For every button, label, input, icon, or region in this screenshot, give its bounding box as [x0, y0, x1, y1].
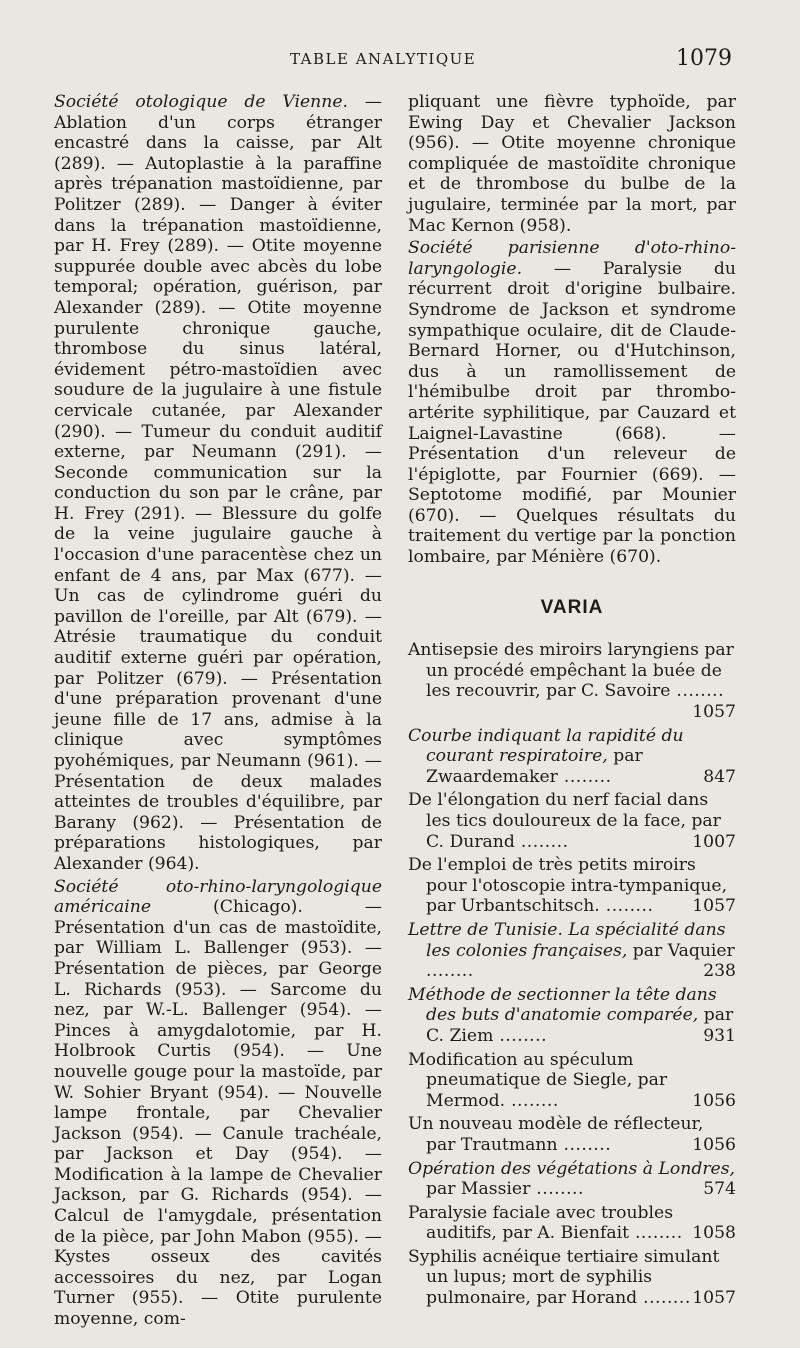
varia-item-author: par C. Durand: [426, 811, 721, 852]
varia-item-page: 1056: [692, 1134, 736, 1155]
varia-item-title: De l'élongation du nerf facial dans les tics douloureux de la face,: [408, 790, 709, 831]
leader-dots: ........: [493, 1025, 548, 1046]
entry-text: (Chicago). — Présentation d'un cas de mastoïdite, par William L. Ballenger (953). — Présentation de pièces, par George L. Richards (953). — Sarcome du nez, par W.-L. Ballenger (954). — Pinces à amygdalotomie, par H. Holbrook Curtis (954). — Une nouvelle gouge pour la mastoïde, par W. Sohier Bryant (954). — Nouvelle lampe frontale, par Chevalier Jackson (954). — Canule trachéale, par Jackson et Day (954). — Modification à la lampe de Chevalier Jackson, par G. Richards (954). — Calcul de l'amygdale, présentation de la pièce, par John Mabon (955). — Kystes osseux des cavités accessoires du nez, par Logan Turner (955). — Otite purulente moyenne, com-: [54, 897, 382, 1330]
varia-item-author: par Zwaardemaker: [426, 746, 643, 787]
society-name: Société parisienne d'oto-rhino-laryngologie.: [408, 238, 736, 279]
society-name: Société oto-rhino-laryngologique américaine: [54, 876, 382, 918]
varia-item: [408, 920, 736, 982]
leader-dots: ........: [670, 681, 725, 702]
leader-dots: ........: [505, 1090, 559, 1111]
varia-item-author: par Urbantschitsch.: [426, 896, 600, 917]
varia-item-author: par A. Bienfait: [496, 1223, 629, 1244]
varia-item: [408, 1247, 736, 1309]
varia-item: [408, 1050, 736, 1112]
varia-item-title: Opération des végétations à Londres,: [408, 1158, 735, 1179]
leader-dots: ........: [637, 1288, 691, 1309]
varia-item: [408, 640, 736, 722]
varia-item-title: Antisepsie des miroirs laryngiens par un procédé empêchant la buée de les recouvrir,: [408, 640, 734, 702]
varia-item-title: Paralysie faciale avec troubles auditifs,: [408, 1202, 674, 1244]
section-title-varia: VARIA: [540, 596, 604, 618]
varia-item-title: De l'emploi de très petits miroirs pour l'otoscopie intra-tympanique,: [408, 855, 728, 896]
varia-item-page: 1057: [692, 1288, 736, 1309]
leader-dots: ........: [514, 831, 569, 852]
index-entry: [54, 92, 382, 875]
varia-item-author: par Trautmann: [426, 1134, 558, 1155]
varia-item-author: par Massier: [426, 1179, 531, 1200]
right-column: [408, 92, 736, 1312]
index-entry: [54, 877, 382, 1330]
varia-item-page: 1057: [692, 896, 736, 917]
varia-item-page: 238: [703, 961, 736, 982]
page-number: 1079: [676, 46, 732, 71]
society-name: Société otologique de Vienne.: [54, 92, 348, 112]
left-column: [54, 92, 382, 1332]
varia-item: [408, 726, 736, 788]
varia-item-title: Syphilis acnéique tertiaire simulant un lupus; mort de syphilis pulmonaire,: [408, 1246, 720, 1309]
entry-text: — Ablation d'un corps étranger encastré dans la caisse, par Alt (289). — Autoplastie à la paraffine après trépanation mastoïdienne, par Politzer (289). — Danger à éviter dans la trépanation mastoïdienne, par H. Frey (289). — Otite moyenne suppurée double avec abcès du lobe temporal; opération, guérison, par Alexander (289). — Otite moyenne purulente chronique gauche, thrombose du sinus latéral, évidement pétro-mastoïdien avec soudure de la jugulaire à une fistule cervicale cutanée, par Alexander (290). — Tumeur du conduit auditif externe, par Neumann (291). — Seconde communication sur la conduction du son par le crâne, par H. Frey (291). — Blessure du golfe de la veine jugulaire gauche à l'occasion d'une paracentèse chez un enfant de 4 ans, par Max (677). — Un cas de cylindrome guéri du pavillon de l'oreille, par Alt (679). — Atrésie traumatique du conduit auditif externe guéri par opération, par Politzer (679). — Présentation d'une préparation provenant d'une jeune fille de 17 ans, admise à la clinique avec symptômes pyohémiques, par Neumann (961). — Présentation de deux malades atteintes de troubles d'équilibre, par Barany (962). — Présentation de préparations histologiques, par Alexander (964).: [54, 92, 382, 874]
varia-item-page: 931: [703, 1025, 736, 1046]
varia-item-author: par Horand: [530, 1288, 638, 1309]
running-header: TABLE ANALYTIQUE: [290, 50, 477, 68]
varia-item: [408, 1203, 736, 1244]
varia-item-page: 847: [703, 766, 736, 787]
varia-item-page: 1056: [692, 1090, 736, 1111]
varia-item-page: 574: [703, 1179, 736, 1200]
varia-item-page: 1058: [692, 1223, 736, 1244]
varia-item: [408, 1114, 736, 1155]
varia-item-author: par Mermod.: [426, 1070, 668, 1111]
entry-continuation: pliquant une fièvre typhoïde, par Ewing Day et Chevalier Jackson (956). — Otite moyenne chronique compliquée de mastoïdite chronique et de thrombose du bulbe de la jugulaire, terminée par la mort, par Mac Kernon (958).: [408, 92, 736, 236]
varia-item-title: Courbe indiquant la rapidité du courant respiratoire,: [408, 725, 684, 767]
varia-item: [408, 1159, 736, 1200]
leader-dots: ........: [629, 1223, 683, 1244]
varia-item: [408, 790, 736, 852]
varia-item-author: par C. Savoire: [540, 681, 671, 702]
index-entry: [408, 238, 736, 568]
varia-item-title: Lettre de Tunisie. La spécialité dans les colonies françaises,: [408, 919, 726, 961]
varia-item-title: Modification au spéculum pneumatique de Siegle,: [408, 1049, 634, 1091]
leader-dots: ........: [557, 766, 612, 787]
varia-item-title: Méthode de sectionner la tête dans des buts d'anatomie comparée,: [408, 984, 717, 1026]
leader-dots: ........: [530, 1179, 584, 1200]
varia-item: [408, 855, 736, 917]
varia-list: [408, 640, 736, 1308]
varia-item-page: 1057: [692, 702, 736, 723]
leader-dots: ........: [426, 961, 474, 982]
varia-item-author: par Vaquier: [627, 940, 735, 961]
leader-dots: ........: [599, 896, 654, 917]
leader-dots: ........: [557, 1134, 612, 1155]
varia-item-title: Un nouveau modèle de réflecteur,: [408, 1114, 704, 1135]
varia-item: [408, 985, 736, 1047]
varia-item-page: 1007: [692, 831, 736, 852]
varia-item-author: par C. Ziem: [426, 1005, 734, 1046]
entry-text: — Paralysie du récurrent droit d'origine bulbaire. Syndrome de Jackson et syndrome sympathique oculaire, dit de Claude-Bernard Horner, ou d'Hutchinson, dus à un ramollissement de l'hémibulbe droit par thrombo-artérite syphilitique, par Cauzard et Laignel-Lavastine (668). — Présentation d'un releveur de l'épiglotte, par Fournier (669). — Septotome modifié, par Mounier (670). — Quelques résultats du traitement du vertige par la ponction lombaire, par Ménière (670).: [408, 258, 736, 568]
